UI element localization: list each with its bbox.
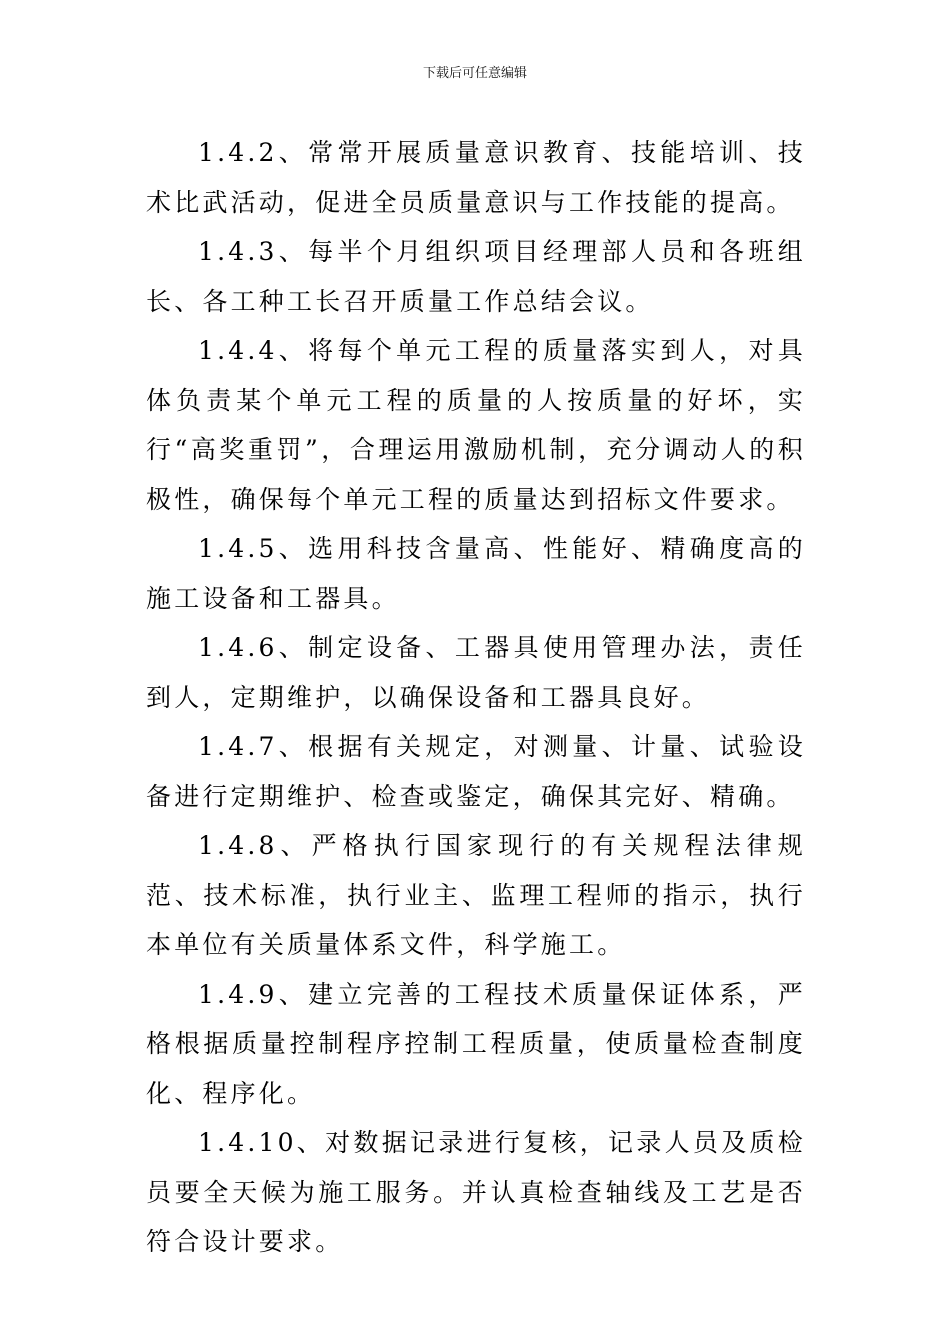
paragraph-1-4-2: 1.4.2、常常开展质量意识教育、技能培训、技术比武活动，促进全员质量意识与工作技能的提高。: [146, 138, 806, 217]
paragraph-1-4-7: 1.4.7、根据有关规定，对测量、计量、试验设备进行定期维护、检查或鉴定，确保其完好、精确。: [146, 732, 806, 811]
paragraph-1-4-4: 1.4.4、将每个单元工程的质量落实到人，对具体负责某个单元工程的质量的人按质量的好坏，实行“高奖重罚”，合理运用激励机制，充分调动人的积极性，确保每个单元工程的质量达到招标文件要求。: [146, 336, 806, 514]
page-header: 下载后可任意编辑: [422, 66, 527, 81]
paragraph-1-4-6: 1.4.6、制定设备、工器具使用管理办法，责任到人，定期维护，以确保设备和工器具良好。: [146, 633, 806, 712]
document-body: [146, 128, 806, 1267]
paragraph-1-4-8: 1.4.8、严格执行国家现行的有关规程法律规范、技术标准，执行业主、监理工程师的指示，执行本单位有关质量体系文件，科学施工。: [146, 831, 806, 959]
paragraph-1-4-3: 1.4.3、每半个月组织项目经理部人员和各班组长、各工种工长召开质量工作总结会议。: [146, 237, 806, 316]
paragraph-1-4-9: 1.4.9、建立完善的工程技术质量保证体系，严格根据质量控制程序控制工程质量，使质量检查制度化、程序化。: [146, 979, 806, 1108]
paragraph-1-4-5: 1.4.5、选用科技含量高、性能好、精确度高的施工设备和工器具。: [146, 534, 806, 613]
paragraph-1-4-10: 1.4.10、对数据记录进行复核，记录人员及质检员要全天候为施工服务。并认真检查轴线及工艺是否符合设计要求。: [146, 1128, 806, 1256]
